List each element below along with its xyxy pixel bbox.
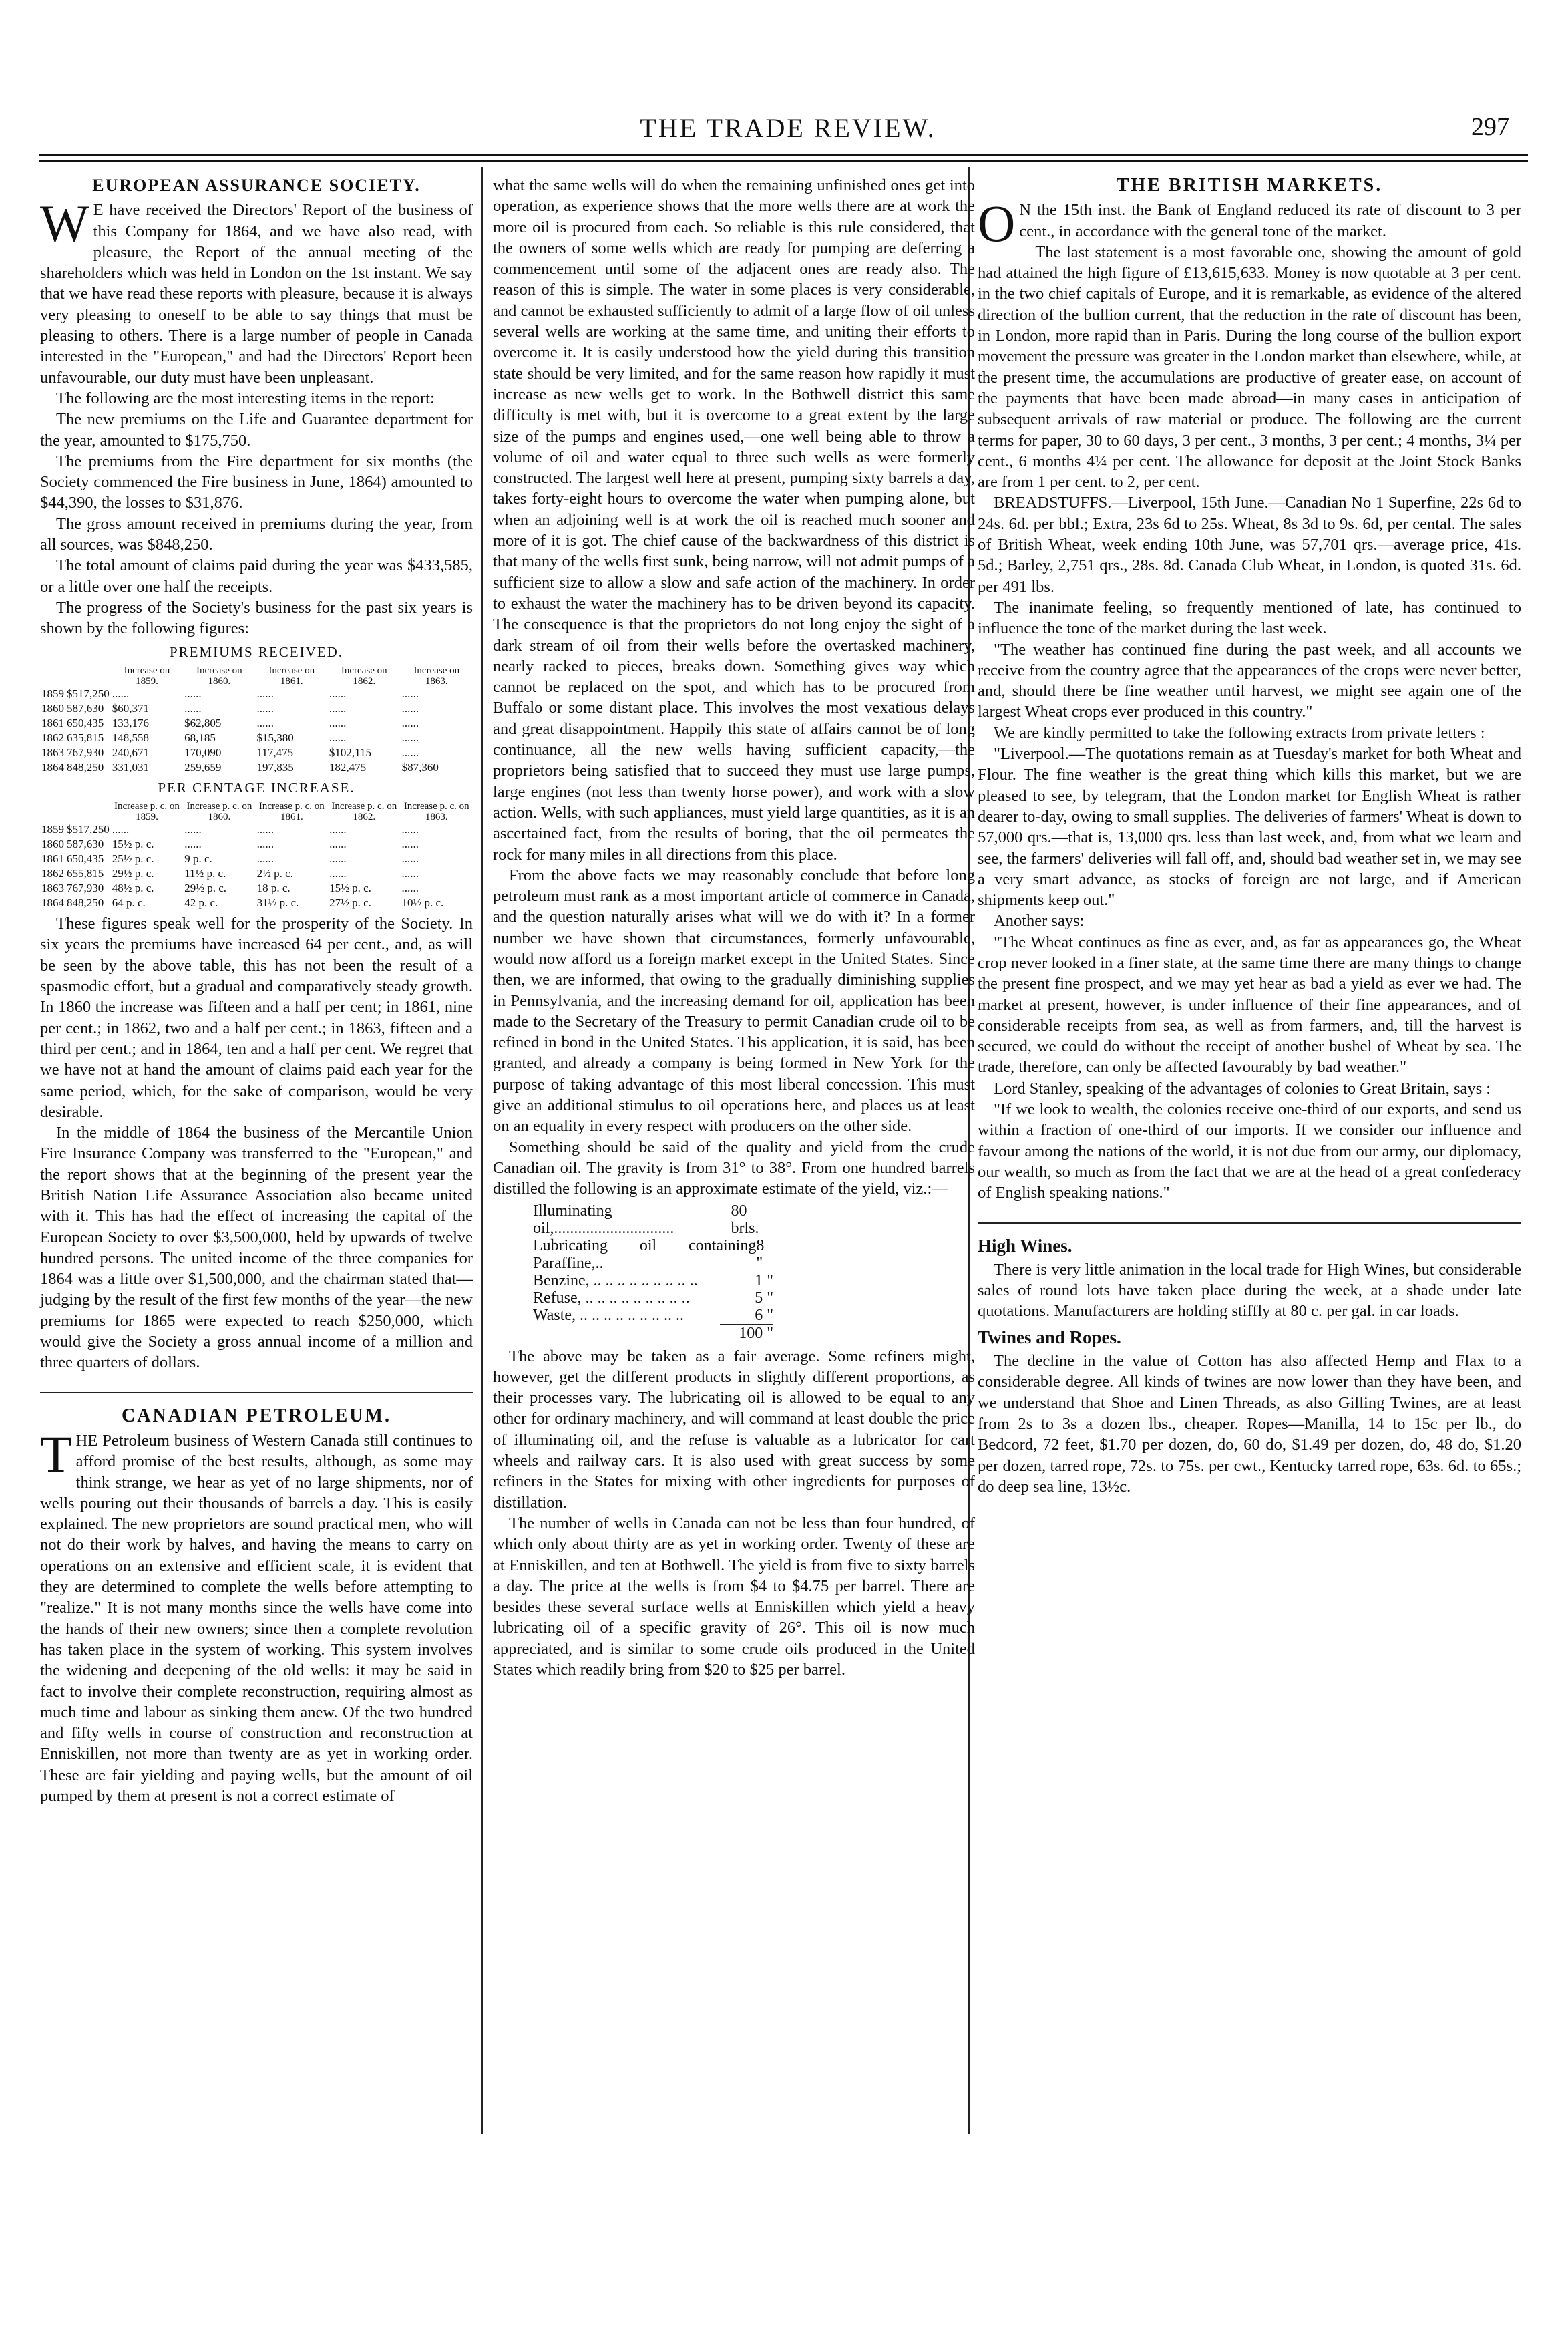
table-cell: 635,815 — [67, 731, 104, 744]
column-header: Increase on 1863. — [413, 665, 460, 687]
table-row — [40, 896, 473, 910]
article-paragraph: "The weather has continued fine during the past week, and all accounts we receive from the country agree that the appearances of the crops were never better, and, should there be fine weather until harvest, we might see again one of the largest Wheat crops ever produced in this country." — [978, 640, 1521, 721]
yield-row — [533, 1272, 773, 1289]
header-rule-thick — [39, 154, 1528, 156]
table-cell: ...... — [401, 716, 419, 729]
table-cell: 18 p. c. — [256, 882, 290, 895]
table-cell: 117,475 — [256, 745, 294, 759]
article-paragraph: The number of wells in Canada can not be less than four hundred, of which only about thirty are as yet in working order. Twenty of these are at Enniskillen, and ten at Bothwell. The yield is from five to sixty barrels a day. The price at the wells is from $4 to $4.75 per barrel. There are besides these several surface wells at Enniskillen which yield a heavy lubricating oil of a specific gravity of 26°. This oil is now much appreciated, and is similar to some crude oils produced in the United States which readily bring from $20 to $25 per barrel. — [493, 1514, 975, 1679]
section-heading-twines-ropes: Twines and Ropes. — [978, 1327, 1121, 1347]
table-cell: 848,250 — [67, 896, 104, 910]
table-header-row — [40, 665, 473, 687]
article-paragraph: "If we look to wealth, the colonies receive one-third of our exports, and send us within a fraction of one-third of our imports. If we consider our influence and favour among the nations of the world, it is not due from our army, our diplomacy, our wealth, so much as from the fact that we are at the head of a great confederacy of English speaking nations." — [978, 1100, 1521, 1202]
article-paragraph: In the middle of 1864 the business of the Mercantile Union Fire Insurance Company was transferred to the "European," and the report shows that at the beginning of the present year the British Nation Life Assurance Association also became united with it. This has had the effect of increasing the capital of the European Society to over $3,500,000, held by upwards of twelve hundred persons. The united income of the three companies for 1864 was a little over $1,500,000, and the chairman stated that—judging by the result of the first few months of the year—the new premiums for 1865 were expected to reach $250,000, which would give the Society a gross annual income of a million and three quarters of dollars. — [40, 1124, 473, 1372]
table-cell: ...... — [256, 852, 274, 866]
yield-label: Refuse, .. .. .. .. .. .. .. .. .. — [533, 1289, 690, 1307]
yield-value: 1 " — [755, 1271, 773, 1289]
table-cell: ...... — [401, 745, 419, 759]
table-cell: 42 p. c. — [184, 896, 218, 910]
table-cell: 1864 — [41, 760, 64, 774]
article-separator — [40, 1392, 473, 1393]
table-cell: ...... — [329, 687, 347, 700]
table-cell: 10½ p. c. — [401, 896, 444, 910]
table-cell: ...... — [256, 687, 274, 700]
yield-value: 5 " — [755, 1289, 773, 1307]
table-cell: 182,475 — [329, 760, 367, 774]
table-cell: ...... — [256, 701, 274, 715]
table-cell: 197,835 — [256, 760, 294, 774]
table-cell: 2½ p. c. — [256, 867, 293, 880]
table-cell: 1861 — [41, 852, 64, 866]
table-cell: ...... — [401, 838, 419, 851]
article-paragraph: The premiums from the Fire department for six months (the Society commenced the Fire business in June, 1864) amounted to $44,390, the losses to $31,876. — [40, 452, 473, 512]
column-header — [40, 665, 65, 687]
yield-label: Lubricating oil containing Paraffine,.. — [533, 1236, 757, 1272]
article-paragraph: The inanimate feeling, so frequently mentioned of late, has continued to influence the tone of the market during the last week. — [978, 598, 1521, 638]
table-cell: ...... — [329, 716, 347, 729]
article-paragraph: Lord Stanley, speaking of the advantages of colonies to Great Britain, says : — [994, 1079, 1491, 1098]
column-header: Increase p. c. on 1859. — [114, 801, 180, 823]
table-cell: $15,380 — [256, 731, 294, 744]
article-paragraph: The new premiums on the Life and Guarantee department for the year, amounted to $175,750. — [40, 410, 473, 450]
table-cell: $87,360 — [401, 760, 439, 774]
article-paragraph: From the above facts we may reasonably conclude that before long petroleum must rank as a most important article of commerce in Canada, and the question naturally arises what will we do with it? In a former number we have shown that circumstances, formerly unfavourable, would now afford us a foreign market except in the United States. Since then, we are informed, that owing to the gradually diminishing supplies in Pennsylvania, and the increasing demand for oil, application has been made to the Secretary of the Treasury to permit Canadian crude oil to be refined in bond in the United States. This application, it is said, has been granted, and already a company is being formed in New York for the purpose of taking advantage of this most liberal concession. This must give an additional stimulus to oil operations here, and places us at least on an equality in every respect with producers on the other side. — [493, 866, 975, 1136]
table-cell: 1864 — [41, 896, 64, 910]
table-cell: ...... — [184, 838, 202, 851]
article-title-petroleum: CANADIAN PETROLEUM. — [122, 1405, 391, 1426]
article-paragraph: These figures speak well for the prosperity of the Society. In six years the premiums have increased 64 per cent., and, as will be seen by the above table, this has not been the result of a spasmodic effort, but a gradual and comparatively steady growth. In 1860 the increase was fifteen and a half per cent; in 1861, nine per cent.; in 1862, two and a half per cent.; in 1863, fifteen and a third per cent.; and in 1864, ten and a half per cent. We regret that we have not at hand the amount of claims paid each year for the same period, which, for the sake of comparison, would be very desirable. — [40, 914, 473, 1121]
table-cell: ...... — [256, 716, 274, 729]
table-cell: 587,630 — [67, 701, 104, 715]
column-header: Increase on 1860. — [196, 665, 242, 687]
table-cell: 1860 — [41, 838, 64, 851]
yield-value: 8 " — [756, 1236, 765, 1272]
paragraph-text: N the 15th inst. the Bank of England reduced its rate of discount to 3 per cent., in accordance with the general tone of the market. — [1019, 201, 1521, 240]
table-row — [40, 822, 473, 837]
table-cell: ...... — [256, 838, 274, 851]
table-cell: 64 p. c. — [112, 896, 146, 910]
yield-label: Benzine, .. .. .. .. .. .. .. .. .. — [533, 1271, 698, 1289]
column-header: Increase p. c. on 1861. — [258, 801, 325, 823]
article-paragraph: The following are the most interesting items in the report: — [56, 389, 435, 407]
column-header: Increase p. c. on 1860. — [186, 801, 252, 823]
article-paragraph: There is very little animation in the local trade for High Wines, but considerable sales of round lots have taken place during the week, at a shade under late quotations. Manufacturers are holding stiffly at 80 c. per gal. in car loads. — [978, 1260, 1521, 1321]
table-cell: 48½ p. c. — [112, 882, 154, 895]
column-header: Increase on 1862. — [341, 665, 387, 687]
yield-label: Waste, .. .. .. .. .. .. .. .. .. — [533, 1306, 684, 1324]
table-row — [40, 837, 473, 852]
table-cell: 650,435 — [67, 852, 104, 866]
column-header: Increase p. c. on 1862. — [331, 801, 397, 823]
table-cell: ...... — [401, 701, 419, 715]
table-cell: ...... — [401, 687, 419, 700]
column-header — [65, 801, 111, 822]
table-cell: ...... — [329, 838, 347, 851]
table-row — [40, 760, 473, 775]
table-cell: 1863 — [41, 745, 64, 759]
article-separator — [978, 1222, 1521, 1224]
article-paragraph: "The Wheat continues as fine as ever, and, as far as appearances go, the Wheat crop never looked in a finer state, at the same time there are many things to change the present fine prospect, and we may yet hear as bad a yield as ever we had. The market at present, however, is under influence of their fine appearances, and of considerable receipts from sea, as well as from farmers, and, till the harvest is secured, we could do without the receipt of another bushel of Wheat by sea. The trade, therefore, can only be affected favourably by bad weather." — [978, 933, 1521, 1077]
article-title-european: EUROPEAN ASSURANCE SOCIETY. — [92, 176, 421, 195]
table-cell: ...... — [401, 852, 419, 866]
table-cell: 1860 — [41, 701, 64, 715]
table-cell: $60,371 — [112, 701, 149, 715]
table-cell: 15½ p. c. — [112, 838, 154, 851]
article-paragraph: The decline in the value of Cotton has also affected Hemp and Flax to a considerable degree. All kinds of twines are now lower than they have been, and we understand that Shoe and Linen Threads, as also Gilling Twines, are at least from 2s to 3s a dozen lbs., cheaper. Ropes—Manilla, 14 to 15c per lb., do Bedcord, 72 feet, $1.70 per dozen, do, 60 do, $1.49 per dozen, do, 48 do, $1.20 per dozen, tarred rope, 72s. to 75s. per cwt., Kentucky tarred rope, 63s. 6d. to 65s.; do deep sea line, 13½c. — [978, 1352, 1521, 1496]
table-cell: ...... — [401, 882, 419, 895]
yield-value: 80 brls. — [731, 1202, 759, 1237]
table-cell: 1862 — [41, 731, 64, 744]
yield-row — [533, 1237, 773, 1272]
yield-row — [533, 1289, 773, 1307]
column-header — [40, 801, 65, 822]
yield-label: Illuminating oil,.............................. — [533, 1202, 674, 1237]
article-paragraph: The total amount of claims paid during the year was $433,585, or a little over one half the receipts. — [40, 556, 473, 596]
article-title-british-markets: THE BRITISH MARKETS. — [1116, 175, 1383, 196]
table-row — [40, 745, 473, 760]
table-cell: 240,671 — [112, 745, 149, 759]
table-cell: 31½ p. c. — [256, 896, 299, 910]
table-row — [40, 687, 473, 701]
table-cell: 25½ p. c. — [112, 852, 154, 866]
column-right — [978, 175, 1521, 1497]
table-cell: 1859 — [41, 823, 64, 836]
yield-estimate-table — [533, 1202, 773, 1342]
table-cell: ...... — [184, 701, 202, 715]
table-cell: 1863 — [41, 882, 64, 895]
article-paragraph: BREADSTUFFS.—Liverpool, 15th June.—Canadian No 1 Superfine, 22s 6d to 24s. 6d. per bbl.; Extra, 23s 6d to 25s. Wheat, 8s 3d to 9s. 6d, per cental. The sales of British Wheat, week ending 10th June, was 57,701 qrs.—average price, 41s. 5d.; Barley, 2,751 qrs., 28s. 8d. Canada Club Wheat, in London, is quoted 31s. 6d. per 491 lbs. — [978, 494, 1521, 596]
paragraph-text: E have received the Directors' Report of the business of this Company for 1864, and we have also read, with pleasure, the Report of the annual meeting of the shareholders which was held in London on the 1st instant. We say that we have read these reports with pleasure, because it is always very pleasing to oneself to be able to say things that must be pleasing to others. There is a large number of people in Canada interested in the "European," and had the Directors' Report been unfavourable, our duty must have been unpleasant. — [40, 201, 473, 387]
table-cell: ...... — [329, 823, 347, 836]
table-cell: ...... — [329, 867, 347, 880]
table-cell: ...... — [112, 687, 130, 700]
masthead-title: THE TRADE REVIEW. — [640, 113, 936, 143]
table-cell: 68,185 — [184, 731, 216, 744]
column-header: Increase on 1859. — [124, 665, 170, 687]
table-cell: 767,930 — [67, 745, 104, 759]
table-cell: 11½ p. c. — [184, 867, 226, 880]
article-paragraph: "Liverpool.—The quotations remain as at Tuesday's market for both Wheat and Flour. The fine weather is the great thing which kills this market, but we are pleased to see, by telegram, that the London market for English Wheat is rather dearer to-day, owing to small supplies. The deliveries of farmers' Wheat is down to 57,000 qrs.—that is, 13,000 qrs. less than last week, and, from what we learn and see, the farmers' deliveries will fall off, and, should bad weather set in, we may see a very smart advance, as stocks of foreign are not large, and if American shipments keep out." — [978, 745, 1521, 910]
table-cell: ...... — [256, 823, 274, 836]
table-cell: 650,435 — [67, 716, 104, 729]
article-paragraph: what the same wells will do when the remaining unfinished ones get into operation, as experience shows that the more wells there are at work the more oil is procured from each. So reliable is this rule considered, that the owners of some wells which are ready for pumping are deferring a commencement until some of the adjacent ones are ready also. The reason of this is simple. The water in some places is very considerable, and cannot be exhausted sufficiently to admit of a large flow of oil unless several wells are working at the same time, and uniting their efforts to overcome it. It is easily understood how the yield during this transition state should be very limited, and for the same reason how rapidly it must increase as new wells get to work. In the Bothwell district this same difficulty is met with, but it is overcome to a great extent by the large size of the pumps and engines used,—one well being able to throw a volume of oil and water equal to three such wells as were formerly constructed. The largest well here at present, pumping sixty barrels a day, takes forty-eight hours to overcome the water when pumping alone, but when an adjoining well is at work the oil is reached much sooner and more of it is got. The chief cause of the backwardness of this district is that many of the wells first sunk, being narrow, will not admit pumps of a sufficient size to allow a slow and safe action of the machinery. In order to exhaust the water the machinery has to be driven beyond its capacity. The consequence is that the proprietors do not long enjoy the sight of a dark stream of oil from their wells before the overtasked machinery, nearly racked to pieces, breaks down. Something gives way which cannot be replaced on the spot, and which has to be procured from Buffalo or some distant place. This involves the most vexatious delays and great disappointment. Happily this state of affairs cannot be of long continuance, all the new wells having sufficient capacity,—the proprietors being satisfied that to succeed they must use large pumps, large engines (not less than twenty horse power), and work with a slow action. Wells, with such appliances, must yield large quantities, as it is an ascertained fact, from the results of boring, that the oil permeates the rock for many miles in all directions from this place. — [493, 176, 975, 864]
table-cell: ...... — [401, 731, 419, 744]
article-paragraph: The above may be taken as a fair average. Some refiners might, however, get the different products in slightly different proportions, as their processes vary. The lubricating oil is allowed to be equal to any other for ordinary machinery, and will command at least double the price of illuminating oil, and the refuse is valuable as a lubricator for cart wheels and railway cars. It is also used with great success by some refiners in the States for mixing with other ingredients for purposes of distillation. — [493, 1347, 975, 1512]
column-header — [65, 665, 111, 687]
table-cell: 655,815 — [67, 867, 104, 880]
article-paragraph: We are kindly permitted to take the following extracts from private letters : — [994, 723, 1485, 742]
table-cell: 1859 — [41, 687, 64, 700]
article-paragraph — [978, 194, 1521, 253]
article-paragraph: Another says: — [994, 912, 1085, 931]
table-cell: 1861 — [41, 716, 64, 729]
table-cell: 848,250 — [67, 760, 104, 774]
table-row — [40, 881, 473, 896]
table-cell: 27½ p. c. — [329, 896, 371, 910]
column-divider-1 — [481, 167, 483, 2134]
column-left — [40, 175, 473, 1806]
table-cell: 331,031 — [112, 760, 149, 774]
table-cell: $102,115 — [329, 745, 372, 759]
section-heading-high-wines: High Wines. — [978, 1235, 1072, 1256]
article-paragraph: The progress of the Society's business for the past six years is shown by the following figures: — [40, 598, 473, 638]
table-cell: ...... — [184, 687, 202, 700]
page-header — [53, 112, 1523, 152]
table-header-row — [40, 801, 473, 822]
table-title-premiums: PREMIUMS RECEIVED. — [169, 643, 344, 660]
column-header: Increase on 1861. — [268, 665, 315, 687]
table-cell: $517,250 — [67, 823, 110, 836]
drop-cap: T — [40, 1424, 72, 1483]
table-cell: 587,630 — [67, 838, 104, 851]
paragraph-text: HE Petroleum business of Western Canada still continues to afford promise of the best results, although, as some may think strange, we hear as yet of no large shipments, nor of wells pouring out their thousands of barrels a day. This is easily explained. The new proprietors are sound practical men, who will not do their work by halves, and having the means to carry on operations on an extensive and efficient scale, it is evident that they are determined to complete the wells before attempting to "realize." It is not many months since the wells have come into the hands of their new owners; since then a complete revolution has taken place in the system of working. This system involves the widening and deepening of the old wells: it may be said in fact to involve their complete reconstruction, requiring almost as much time and labour as sinking them anew. Of the two hundred and fifty wells in course of construction and reconstruction at Enniskillen, not more than twenty are as yet in working order. These are fair yielding and paying wells, but the amount of oil pumped by them at present is not a correct estimate of — [40, 1431, 473, 1805]
table-cell: $62,805 — [184, 716, 222, 729]
table-cell: $517,250 — [67, 687, 110, 700]
drop-cap: O — [978, 194, 1016, 253]
header-rule-thin — [39, 160, 1528, 162]
table-row — [40, 866, 473, 881]
table-title-percentage: PER CENTAGE INCREASE. — [158, 779, 355, 796]
article-paragraph: Something should be said of the quality and yield from the crude Canadian oil. The gravity is from 31° to 38°. From one hundred barrels distilled the following is an approximate estimate of the yield, viz.:— — [493, 1138, 975, 1198]
table-row — [40, 731, 473, 745]
page-number: 297 — [1471, 113, 1509, 141]
article-paragraph: The gross amount received in premiums during the year, from all sources, was $848,250. — [40, 514, 473, 554]
yield-row — [533, 1202, 773, 1237]
table-cell: 1862 — [41, 867, 64, 880]
table-cell: 9 p. c. — [184, 852, 212, 866]
table-cell: ...... — [401, 867, 419, 880]
yield-row — [533, 1307, 773, 1324]
table-cell: 767,930 — [67, 882, 104, 895]
table-cell: 15½ p. c. — [329, 882, 371, 895]
yield-value: 6 " — [755, 1306, 773, 1324]
table-cell: 133,176 — [112, 716, 149, 729]
table-cell: 170,090 — [184, 745, 222, 759]
table-cell: 29½ p. c. — [184, 882, 226, 895]
drop-cap: W — [40, 194, 89, 253]
table-cell: ...... — [329, 701, 347, 715]
article-paragraph — [40, 194, 473, 388]
yield-total: 100 " — [720, 1324, 773, 1342]
table-cell: ...... — [329, 852, 347, 866]
article-paragraph: The last statement is a most favorable one, showing the amount of gold had attained the high figure of £13,615,633. Money is now quotable at 3 per cent. in the two chief capitals of Europe, and it is remarkable, as evidence of the altered direction of the bullion current, that the reduction in the rate of discount has been, in London, more rapid than in Paris. During the long course of the bullion export movement the pressure was greater in the London market than elsewhere, while, at the present time, the accumulations are productive of greater ease, on account of the payments that have been made abroad—in many cases in anticipation of subsequent arrivals of raw material or produce. The following are the current terms for paper, 30 to 60 days, 3 per cent., 3 months, 3 per cent.; 4 months, 3¼ per cent., 6 months 4¼ per cent. The allowance for deposit at the Joint Stock Banks are from 1 per cent. to 2, per cent. — [978, 242, 1521, 492]
table-cell: 29½ p. c. — [112, 867, 154, 880]
table-cell: ...... — [401, 823, 419, 836]
table-cell: 148,558 — [112, 731, 149, 744]
premiums-table — [40, 665, 473, 775]
column-middle — [493, 175, 975, 1680]
table-row — [40, 852, 473, 866]
table-cell: 259,659 — [184, 760, 222, 774]
table-row — [40, 716, 473, 731]
table-cell: ...... — [112, 823, 130, 836]
table-row — [40, 701, 473, 716]
column-header: Increase p. c. on 1863. — [403, 801, 469, 823]
percentage-table — [40, 801, 473, 910]
table-cell: ...... — [329, 731, 347, 744]
table-cell: ...... — [184, 823, 202, 836]
article-paragraph — [40, 1424, 473, 1806]
